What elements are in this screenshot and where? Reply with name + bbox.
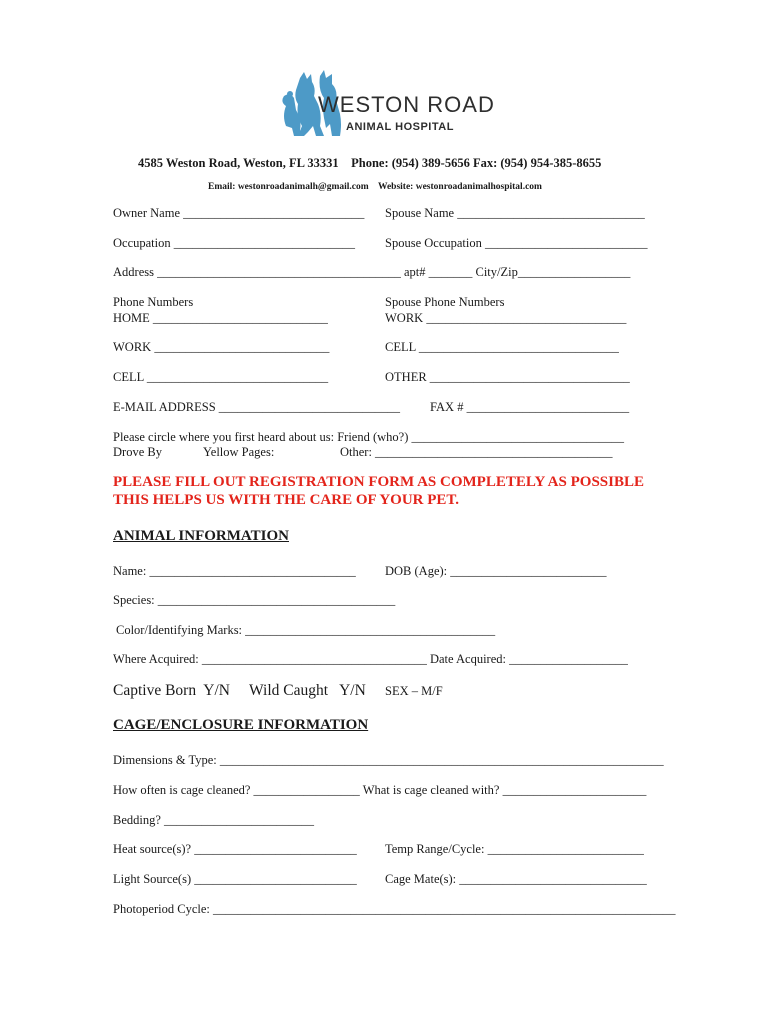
where-acquired-field[interactable]: Where Acquired: ____________________________________ Date Acquired: ___________________ [113,652,628,666]
logo-title: WESTON ROAD [318,92,495,117]
captive-born-option[interactable]: Captive Born Y/N [113,682,230,699]
spouse-name-field[interactable]: Spouse Name ______________________________ [385,206,645,220]
temp-range-field[interactable]: Temp Range/Cycle: _________________________ [385,842,644,856]
light-source-field[interactable]: Light Source(s) __________________________ [113,872,357,886]
drove-by-option[interactable]: Drove By [113,445,162,459]
fax-field[interactable]: FAX # __________________________ [430,400,630,414]
cage-mates-field[interactable]: Cage Mate(s): ______________________________ [385,872,647,886]
identifying-marks-field[interactable]: Color/Identifying Marks: ________________________________________ [116,623,496,637]
spouse-work-phone-field[interactable]: WORK ________________________________ [385,311,627,325]
spouse-other-field[interactable]: OTHER ________________________________ [385,370,630,384]
work-phone-field[interactable]: WORK ____________________________ [113,340,330,354]
email-field[interactable]: E-MAIL ADDRESS _____________________________ [113,400,401,414]
spouse-phone-numbers-label: Spouse Phone Numbers [385,295,505,309]
species-field[interactable]: Species: ______________________________________ [113,593,396,607]
photoperiod-field[interactable]: Photoperiod Cycle: __________________________________________________________________________ [113,902,676,916]
heat-source-field[interactable]: Heat source(s)? __________________________ [113,842,357,856]
animal-name-field[interactable]: Name: _________________________________ [113,564,356,578]
yellow-pages-option[interactable]: Yellow Pages: [203,445,275,459]
cage-cleaning-field[interactable]: How often is cage cleaned? _________________ What is cage cleaned with? _______________________ [113,783,647,797]
cage-info-heading: CAGE/ENCLOSURE INFORMATION [113,717,369,733]
contact-line: Email: westonroadanimalh@gmail.com Website: westonroadanimalhospital.com [208,182,542,192]
hospital-logo [280,70,500,140]
home-phone-field[interactable]: HOME ____________________________ [113,311,328,325]
dimensions-field[interactable]: Dimensions & Type: _______________________________________________________________________ [113,753,664,767]
notice-line-2: THIS HELPS US WITH THE CARE OF YOUR PET. [113,492,460,508]
spouse-occupation-field[interactable]: Spouse Occupation __________________________ [385,236,648,250]
heard-about-field[interactable]: Please circle where you first heard about us: Friend (who?) __________________________________ [113,430,625,444]
dob-field[interactable]: DOB (Age): _________________________ [385,564,607,578]
notice-line-1: PLEASE FILL OUT REGISTRATION FORM AS COMPLETELY AS POSSIBLE [113,474,644,490]
spouse-cell-field[interactable]: CELL ________________________________ [385,340,619,354]
phone-numbers-label: Phone Numbers [113,295,194,309]
bedding-field[interactable]: Bedding? ________________________ [113,813,315,827]
cell-phone-field[interactable]: CELL _____________________________ [113,370,329,384]
address-field[interactable]: Address _______________________________________ apt# _______ City/Zip__________________ [113,265,631,279]
sex-option[interactable]: SEX – M/F [385,684,443,698]
logo-subtitle: ANIMAL HOSPITAL [346,121,454,133]
address-line: 4585 Weston Road, Weston, FL 33331 Phone: (954) 389-5656 Fax: (954) 954-385-8655 [138,156,602,170]
animal-info-heading: ANIMAL INFORMATION [113,528,289,544]
occupation-field[interactable]: Occupation _____________________________ [113,236,355,250]
owner-name-field[interactable]: Owner Name _____________________________ [113,206,365,220]
other-source-field[interactable]: Other: ______________________________________ [340,445,613,459]
wild-caught-option[interactable]: Wild Caught Y/N [249,682,366,699]
